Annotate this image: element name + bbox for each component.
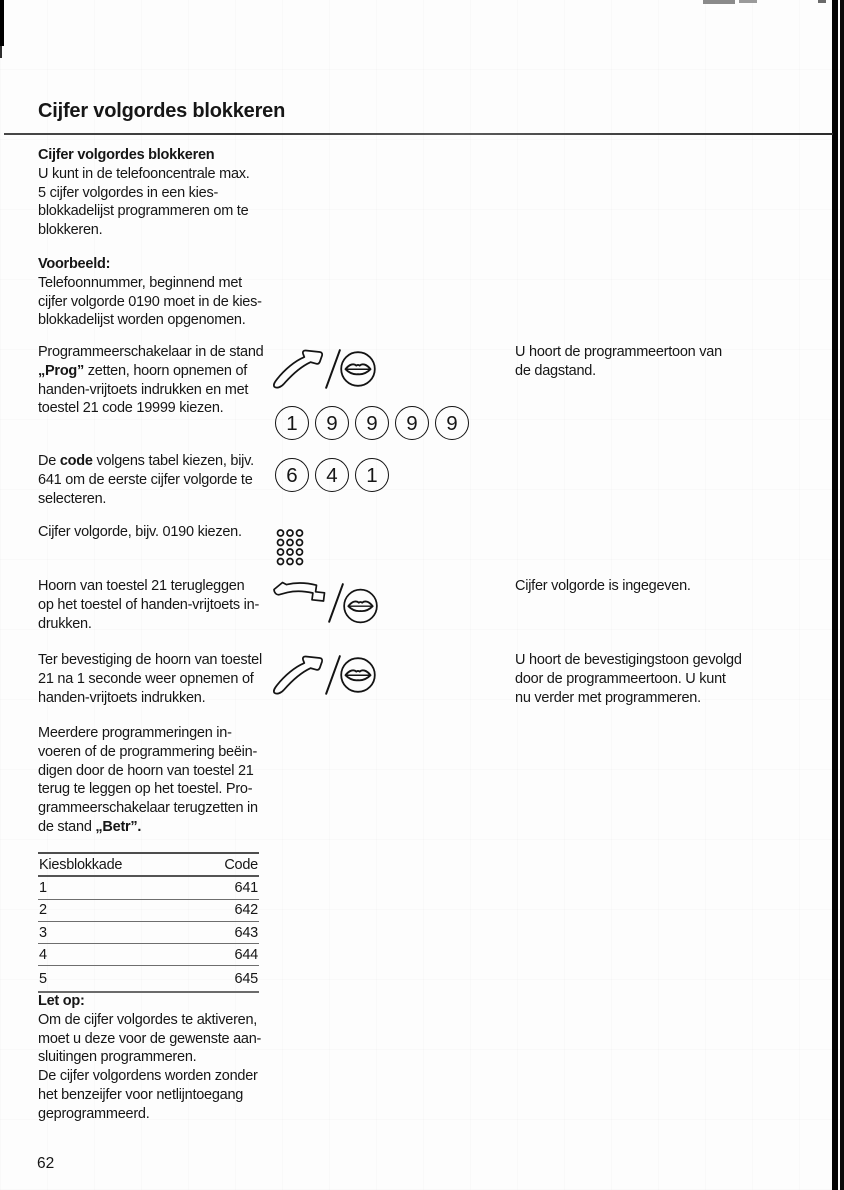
step-prog-text: [38, 343, 290, 418]
example-heading: Voorbeeld:: [38, 256, 111, 272]
scan-edge-bar-inner: [840, 0, 844, 1190]
text-line: op het toestel of handen-vrijtoets in-: [38, 596, 260, 613]
text-line: blokkadelijst programmeren om te: [38, 203, 249, 220]
text-line: selecteren.: [38, 490, 107, 507]
handset-lift-icon: [272, 654, 327, 696]
result-note-programmeertoon: [515, 343, 825, 381]
cell-code: 643: [234, 924, 258, 941]
step-finish-text: [38, 724, 290, 837]
handset-down-icon: [272, 580, 330, 606]
text-line: U kunt in de telefooncentrale max.: [38, 165, 250, 182]
scan-edge-bar: [832, 0, 838, 1190]
result-note-ingegeven: [515, 577, 825, 596]
scan-top-dash: [739, 0, 757, 3]
text-line: door de programmeertoon. U kunt: [515, 670, 726, 687]
scan-corner-mark: [0, 0, 4, 46]
replace-handset-or-handsfree-icons: [272, 580, 379, 626]
digit-key-9: 9: [435, 406, 469, 440]
table-row: [38, 900, 259, 922]
text-line: toestel 21 code 19999 kiezen.: [38, 400, 224, 417]
cell-kiesblokkade: 4: [39, 946, 47, 963]
result-note-bevestigingstoon: [515, 651, 825, 707]
text-line: handen-vrijtoets indrukken en met: [38, 381, 249, 398]
text-line: geprogrammeerd.: [38, 1105, 150, 1122]
cell-code: 644: [234, 946, 258, 963]
handset-lift-icon: [272, 348, 327, 390]
text-line: De cijfer volgordens worden zonder: [38, 1068, 258, 1085]
handsfree-speaker-icon: [342, 586, 379, 626]
table-row: [38, 966, 259, 993]
digit-key-9: 9: [315, 406, 349, 440]
scan-corner-mark-small: [0, 46, 2, 58]
let-op-paragraph: [38, 1011, 290, 1124]
text-line: cijfer volgorde 0190 moet in de kies-: [38, 293, 262, 310]
text-line: de stand „Betr”.: [38, 818, 142, 835]
col-header-code: Code: [224, 856, 258, 873]
section-example: [38, 255, 290, 330]
text-line: Meerdere programmeringen in-: [38, 725, 232, 741]
page-number: 62: [37, 1155, 55, 1172]
text-line: Cijfer volgorde, bijv. 0190 kiezen.: [38, 524, 242, 540]
digit-key-9: 9: [355, 406, 389, 440]
cell-kiesblokkade: 2: [39, 902, 47, 919]
text-line: handen-vrijtoets indrukken.: [38, 689, 206, 706]
text-line: grammeerschakelaar terugzetten in: [38, 800, 258, 817]
text-line: het benzeijfer voor netlijntoegang: [38, 1086, 244, 1103]
digit-key-1: 1: [275, 406, 309, 440]
table-body: [38, 877, 259, 993]
text-line: digen door de hoorn van toestel 21: [38, 762, 254, 779]
digit-key-6: 6: [275, 458, 309, 492]
handsfree-speaker-icon: [339, 350, 377, 388]
let-op-heading: Let op:: [38, 993, 85, 1009]
text-line: Hoorn van toestel 21 terugleggen: [38, 578, 245, 594]
text-line: de dagstand.: [515, 362, 596, 379]
col-header-kiesblokkade: Kiesblokkade: [39, 856, 123, 873]
step-sequence-text: [38, 523, 290, 542]
scan-top-dash: [703, 0, 735, 4]
kiesblokkade-code-table: [38, 852, 259, 993]
intro-heading: Cijfer volgordes blokkeren: [38, 147, 215, 163]
text-line: moet u deze voor de gewenste aan-: [38, 1030, 262, 1047]
table-header-row: [38, 854, 259, 877]
table-row: [38, 877, 259, 899]
step-code-text: [38, 452, 290, 508]
text-line: U hoort de programmeertoon van: [515, 344, 722, 360]
keypad-icon: [276, 528, 306, 568]
text-line: nu verder met programmeren.: [515, 689, 701, 706]
section-intro: [38, 146, 290, 240]
dial-keys-641: [275, 458, 389, 492]
dial-keys-19999: [275, 406, 469, 440]
cell-code: 642: [234, 902, 258, 919]
scan-top-dash: [818, 0, 826, 3]
text-line: „Prog” zetten, hoorn opnemen of: [38, 362, 248, 379]
step-hangup-text: [38, 577, 290, 633]
text-line: drukken.: [38, 615, 92, 632]
text-line: blokkadelijst worden opgenomen.: [38, 312, 246, 329]
intro-paragraph: [38, 165, 290, 240]
table-row: [38, 922, 259, 944]
text-line: Ter bevestiging de hoorn van toestel: [38, 652, 262, 668]
text-line: sluitingen programmeren.: [38, 1049, 197, 1066]
text-line: Om de cijfer volgordes te aktiveren,: [38, 1011, 258, 1028]
text-line: Telefoonnummer, beginnend met: [38, 274, 242, 291]
text-line: voeren of de programmering beëin-: [38, 743, 258, 760]
lift-handset-or-handsfree-icons: [272, 652, 377, 698]
digit-key-1: 1: [355, 458, 389, 492]
text-line: 641 om de eerste cijfer volgorde te: [38, 471, 253, 488]
text-line: Cijfer volgorde is ingegeven.: [515, 578, 691, 594]
lift-handset-or-handsfree-icons: [272, 346, 377, 392]
example-paragraph: [38, 274, 290, 330]
text-line: terug te leggen op het toestel. Pro-: [38, 781, 253, 798]
step-confirm-text: [38, 651, 290, 707]
section-let-op: [38, 992, 290, 1124]
cell-code: 641: [234, 879, 258, 896]
table-row: [38, 944, 259, 966]
cell-kiesblokkade: 5: [39, 970, 47, 987]
digit-key-9: 9: [395, 406, 429, 440]
digit-key-4: 4: [315, 458, 349, 492]
text-line: 5 cijfer volgordes in een kies-: [38, 184, 219, 201]
title-divider: [4, 133, 833, 135]
cell-kiesblokkade: 3: [39, 924, 47, 941]
cell-code: 645: [234, 970, 258, 987]
text-line: Programmeerschakelaar in de stand: [38, 344, 264, 360]
handsfree-speaker-icon: [339, 656, 377, 694]
text-line: 21 na 1 seconde weer opnemen of: [38, 670, 254, 687]
cell-kiesblokkade: 1: [39, 879, 47, 896]
page-title: Cijfer volgordes blokkeren: [38, 100, 286, 122]
text-line: U hoort de bevestigingstoon gevolgd: [515, 652, 742, 668]
text-line: De code volgens tabel kiezen, bijv.: [38, 453, 254, 469]
text-line: blokkeren.: [38, 222, 103, 239]
